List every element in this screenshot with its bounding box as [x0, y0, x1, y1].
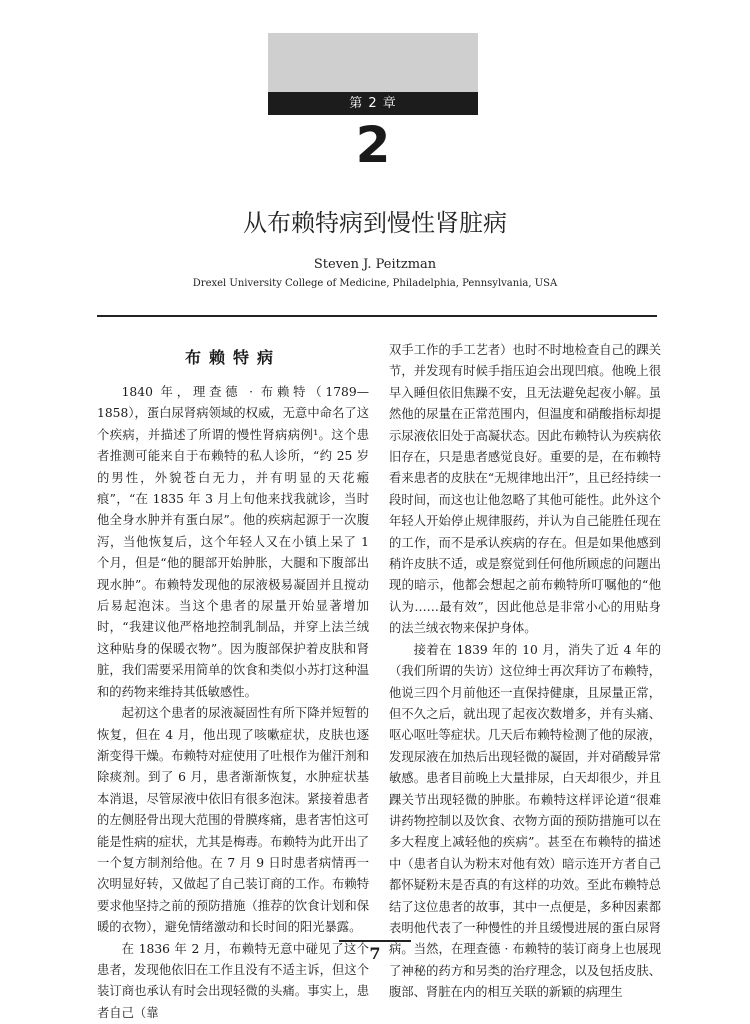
- paragraph: 接着在 1839 年的 10 月，消失了近 4 年的（我们所谓的失访）这位绅士再次拜访了布赖特，他说三四个月前他还一直保持健康，且尿量正常，但不久之后，就出现了起夜次数增多，并有头痛、呕心呕吐等症状。几天后布赖特检测了他的尿液，发现尿液在加热后出现轻微的凝固，并对硝酸异常敏感。患者目前晚上大量排尿，白天却很少，并且踝关节出现轻微的肿胀。布赖特这样评论道“很难讲药物控制以及饮食、衣物方面的预防措施可以在多大程度上减轻他的疾病”。甚至在布赖特的描述中（患者自认为粉末对他有效）暗示连开方者自己都怀疑粉末是否真的有这样的功效。至此布赖特总结了这位患者的故事，其中一点便是，多种因素都表明他代表了一种慢性的并且缓慢进展的蛋白尿肾病。当然，在理查德 · 布赖特的装订商身上也展现了神秘的药方和另类的治疗理念，以及包括皮肤、腹部、肾脏在内的相互关联的新颖的病理生: [389, 642, 661, 1000]
- chapter-number: 2: [355, 116, 391, 174]
- page-number: 7: [369, 944, 381, 963]
- right-column: [389, 340, 661, 1004]
- paragraph: 双手工作的手工艺者）也时不时地检查自己的踝关节，并发现有时候手指压迫会出现凹痕。他晚上很早入睡但依旧焦躁不安，且无法避免起夜小解。虽然他的尿量在正常范围内，但温度和硝酸指标却提示尿液依旧处于高凝状态。因此布赖特认为疾病依旧存在，只是患者感觉良好。重要的是，在布赖特看来患者的皮肤在“无规律地出汗”，且已经持续一段时间，而这也让他忽略了其他可能性。此外这个年轻人开始停止规律服药，并认为自己能胜任现在的工作，而不是承认疾病的存在。但是如果他感到稍许皮肤不适，或是察觉到任何他所顾虑的问题出现的暗示，他都会想起之前布赖特所叮嘱他的“他认为……最有效”，因此他总是非常小心的用贴身的法兰绒衣物来保护身体。: [389, 343, 661, 636]
- section-title: 布赖特病: [184, 348, 281, 367]
- chapter-label: 第 2 章: [268, 92, 478, 115]
- header-divider: [97, 315, 657, 317]
- paragraph: 起初这个患者的尿液凝固性有所下降并短暂的恢复，但在 4 月，他出现了咳嗽症状，皮肤也逐渐变得干燥。布赖特对症使用了吐根作为催汗剂和除痰剂。到了 6 月，患者渐渐恢复，水肿症状基本消退，尽管尿液中依旧有很多泡沫。紧接着患者的左侧胫骨出现大范围的骨膜疼痛，患者害怕这可能是性病的症状，尤其是梅毒。布赖特为此开出了一个复方制剂给他。在 7 月 9 日时患者病情再一次明显好转，又做起了自己装订商的工作。布赖特要求他坚持之前的预防措施（推荐的饮食计划和保暖的衣物），避免情绪激动和长时间的阳光暴露。: [97, 706, 369, 935]
- page-title: 从布赖特病到慢性肾脏病: [243, 209, 507, 237]
- paragraph: 1840 年，理查德 · 布赖特（1789—1858），蛋白尿肾病领域的权威，无意中命名了这个疾病，并描述了所谓的慢性肾病病例¹。这个患者推测可能来自于布赖特的私人诊所，“约 25 岁的男性，外貌苍白无力，并有明显的天花瘢痕”，“在 1835 年 3 月上旬他来找我就诊，当时他全身水肿并有蛋白尿”。他的疾病起源于一次腹泻，当他恢复后，这个年轻人又在小镇上呆了 1 个月，但是“他的腿部开始肿胀，大腿和下腹部出现水肿”。布赖特发现他的尿液极易凝固并且搅动后易起泡沫。当这个患者的尿量开始显著增加时，“我建议他严格地控制乳制品，并穿上法兰绒这种贴身的保暖衣物”。因为腹部保护着皮肤和肾脏，我们需要采用简单的饮食和类似小苏打这种温和的药物来维持其低敏感性。: [97, 385, 369, 699]
- paragraph: 在 1836 年 2 月，布赖特无意中碰见了这个患者，发现他依旧在工作且没有不适主诉，但这个装订商也承认有时会出现轻微的头痛。事实上，患者自己（靠: [97, 941, 369, 1020]
- author-affiliation: Drexel University College of Medicine, Philadelphia, Pennsylvania, USA: [192, 278, 558, 289]
- left-column: [97, 340, 369, 1024]
- author-name: Steven J. Peitzman: [313, 257, 437, 272]
